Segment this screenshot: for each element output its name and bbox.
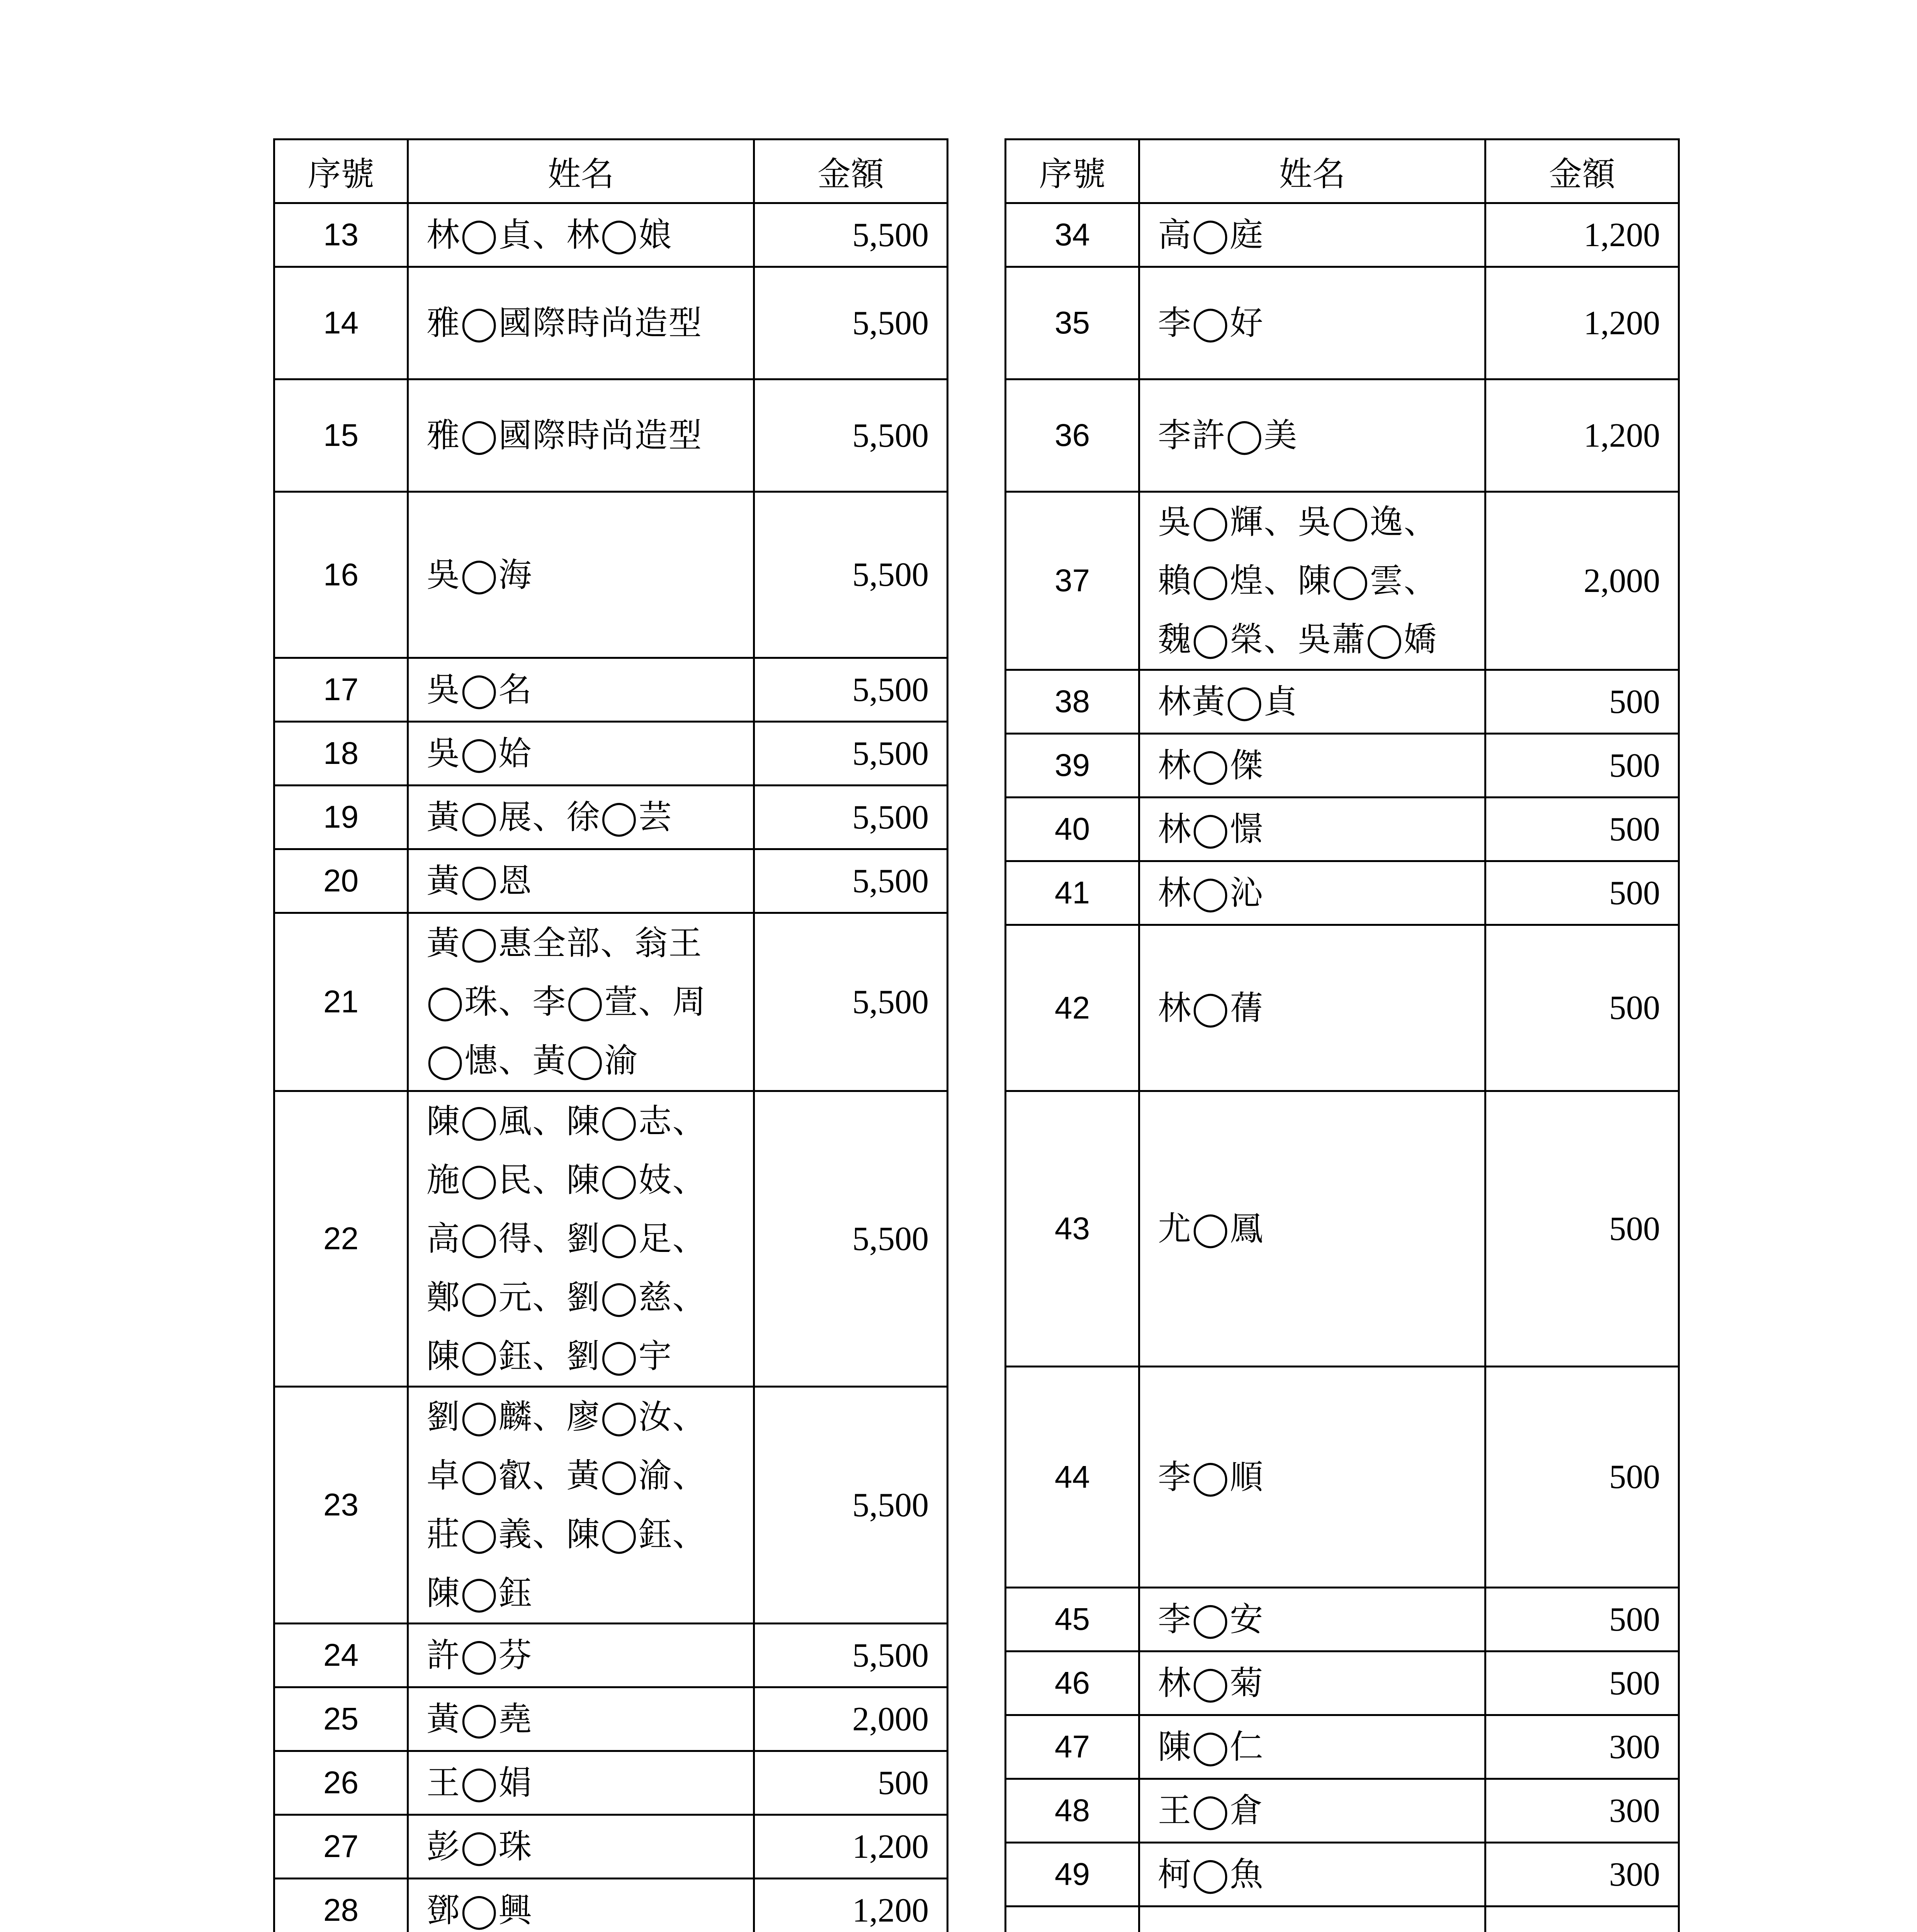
header-serial-number: 序號	[1006, 139, 1139, 203]
serial-number-cell: 19	[274, 786, 408, 849]
amount-cell: 500	[1485, 925, 1679, 1091]
serial-number-cell: 20	[274, 849, 408, 913]
amount-cell: 500	[754, 1751, 948, 1815]
donor-name-cell: 柯◯魚	[1139, 1843, 1485, 1906]
donor-name-cell: 吳◯海	[408, 492, 754, 658]
donor-name-cell: 吳◯姶	[408, 722, 754, 786]
amount-cell: 300	[1485, 1779, 1679, 1843]
amount-cell: 500	[1485, 670, 1679, 734]
amount-cell: 500	[1485, 1091, 1679, 1367]
donor-name-cell: 王◯倉	[1139, 1779, 1485, 1843]
table-row	[274, 1687, 948, 1751]
donor-name-cell: 黃◯堯	[408, 1687, 754, 1751]
donor-name-cell: 李◯順	[1139, 1367, 1485, 1588]
amount-cell: 5,500	[754, 1387, 948, 1624]
amount-cell: 5,500	[754, 658, 948, 722]
donor-name-cell: 吳◯輝、吳◯逸、賴◯煌、陳◯雲、魏◯榮、吳蕭◯嬌	[1139, 492, 1485, 670]
serial-number-cell: 48	[1006, 1779, 1139, 1843]
table-row	[274, 1387, 948, 1624]
amount-cell: 5,500	[754, 722, 948, 786]
serial-number-cell: 25	[274, 1687, 408, 1751]
serial-number-cell: 40	[1006, 798, 1139, 861]
amount-cell: 1,200	[1485, 203, 1679, 267]
donor-name-cell: 林◯貞、林◯娘	[408, 203, 754, 267]
amount-cell: 500	[1485, 798, 1679, 861]
table-row	[1006, 1091, 1679, 1367]
table-row	[274, 658, 948, 722]
serial-number-cell: 22	[274, 1091, 408, 1387]
table-row	[1006, 267, 1679, 379]
donor-name-cell: 陳◯風、陳◯志、施◯民、陳◯妓、高◯得、劉◯足、鄭◯元、劉◯慈、陳◯鈺、劉◯宇	[408, 1091, 754, 1387]
table-row	[1006, 1779, 1679, 1843]
amount-cell: 500	[1485, 1367, 1679, 1588]
serial-number-cell: 17	[274, 658, 408, 722]
serial-number-cell: 44	[1006, 1367, 1139, 1588]
serial-number-cell: 49	[1006, 1843, 1139, 1906]
table-row	[274, 1091, 948, 1387]
table-row	[274, 849, 948, 913]
table-header-row	[274, 139, 948, 203]
amount-cell: 1,200	[1485, 267, 1679, 379]
donor-name-cell: 吳◯名	[408, 658, 754, 722]
table-row	[274, 379, 948, 492]
donor-name-cell: 黃◯惠全部、翁王◯珠、李◯萱、周◯憓、黃◯渝	[408, 913, 754, 1091]
table-row	[1006, 379, 1679, 492]
amount-cell: 5,500	[754, 913, 948, 1091]
serial-number-cell: 42	[1006, 925, 1139, 1091]
table-row	[1006, 798, 1679, 861]
amount-cell: 5,500	[754, 1091, 948, 1387]
donor-name-cell: 李許◯美	[1139, 379, 1485, 492]
serial-number-cell: 34	[1006, 203, 1139, 267]
donor-name-cell: 許◯芬	[408, 1624, 754, 1687]
amount-cell	[1485, 1906, 1679, 1932]
table-row	[1006, 925, 1679, 1091]
amount-cell: 1,200	[754, 1815, 948, 1879]
header-amount: 金額	[1485, 139, 1679, 203]
amount-cell: 2,000	[1485, 492, 1679, 670]
serial-number-cell: 38	[1006, 670, 1139, 734]
serial-number-cell: 14	[274, 267, 408, 379]
amount-cell: 500	[1485, 1588, 1679, 1651]
amount-cell: 5,500	[754, 849, 948, 913]
header-name: 姓名	[1139, 139, 1485, 203]
amount-cell: 500	[1485, 1651, 1679, 1715]
table-row	[1006, 1367, 1679, 1588]
donor-name-cell: 林黃◯貞	[1139, 670, 1485, 734]
donor-table-right	[1004, 138, 1680, 1932]
donor-name-cell: 林◯菊	[1139, 1651, 1485, 1715]
serial-number-cell: 26	[274, 1751, 408, 1815]
table-row	[274, 1751, 948, 1815]
donor-name-cell: 林◯傑	[1139, 734, 1485, 798]
serial-number-cell: 39	[1006, 734, 1139, 798]
table-row	[274, 203, 948, 267]
donor-name-cell: 鄧◯興	[408, 1879, 754, 1932]
serial-number-cell: 35	[1006, 267, 1139, 379]
donor-name-cell: 黃◯展、徐◯芸	[408, 786, 754, 849]
donor-name-cell: 王◯娟	[408, 1751, 754, 1815]
donor-name-cell: 黃◯恩	[408, 849, 754, 913]
header-serial-number: 序號	[274, 139, 408, 203]
donor-name-cell: 林◯憬	[1139, 798, 1485, 861]
table-row	[1006, 1843, 1679, 1906]
amount-cell: 5,500	[754, 203, 948, 267]
amount-cell: 5,500	[754, 492, 948, 658]
amount-cell: 5,500	[754, 1624, 948, 1687]
donor-name-cell	[1139, 1906, 1485, 1932]
serial-number-cell: 43	[1006, 1091, 1139, 1367]
table-row	[1006, 734, 1679, 798]
donor-name-cell: 林◯沁	[1139, 861, 1485, 925]
amount-cell: 5,500	[754, 786, 948, 849]
table-row	[1006, 861, 1679, 925]
serial-number-cell: 45	[1006, 1588, 1139, 1651]
serial-number-cell: 28	[274, 1879, 408, 1932]
donor-name-cell: 李◯好	[1139, 267, 1485, 379]
table-row	[1006, 203, 1679, 267]
header-name: 姓名	[408, 139, 754, 203]
header-amount: 金額	[754, 139, 948, 203]
table-row	[274, 913, 948, 1091]
table-row	[274, 1879, 948, 1932]
serial-number-cell	[1006, 1906, 1139, 1932]
serial-number-cell: 36	[1006, 379, 1139, 492]
serial-number-cell: 47	[1006, 1715, 1139, 1779]
amount-cell: 300	[1485, 1715, 1679, 1779]
serial-number-cell: 18	[274, 722, 408, 786]
amount-cell: 500	[1485, 861, 1679, 925]
donor-name-cell: 李◯安	[1139, 1588, 1485, 1651]
donor-name-cell: 陳◯仁	[1139, 1715, 1485, 1779]
serial-number-cell: 16	[274, 492, 408, 658]
table-row	[274, 722, 948, 786]
serial-number-cell: 46	[1006, 1651, 1139, 1715]
donor-name-cell: 雅◯國際時尚造型	[408, 267, 754, 379]
amount-cell: 1,200	[1485, 379, 1679, 492]
serial-number-cell: 21	[274, 913, 408, 1091]
table-row	[274, 1624, 948, 1687]
serial-number-cell: 15	[274, 379, 408, 492]
amount-cell: 5,500	[754, 267, 948, 379]
donor-name-cell: 林◯蒨	[1139, 925, 1485, 1091]
donor-name-cell: 雅◯國際時尚造型	[408, 379, 754, 492]
amount-cell: 5,500	[754, 379, 948, 492]
amount-cell: 2,000	[754, 1687, 948, 1751]
amount-cell: 500	[1485, 734, 1679, 798]
table-row	[274, 1815, 948, 1879]
table-row	[1006, 492, 1679, 670]
table-row	[1006, 670, 1679, 734]
serial-number-cell: 23	[274, 1387, 408, 1624]
serial-number-cell: 27	[274, 1815, 408, 1879]
table-row	[274, 786, 948, 849]
donor-name-cell: 劉◯麟、廖◯汝、卓◯叡、黃◯渝、莊◯義、陳◯鈺、陳◯鈺	[408, 1387, 754, 1624]
table-row	[1006, 1906, 1679, 1932]
table-header-row	[1006, 139, 1679, 203]
table-row	[1006, 1715, 1679, 1779]
donor-name-cell: 彭◯珠	[408, 1815, 754, 1879]
donor-name-cell: 尤◯鳳	[1139, 1091, 1485, 1367]
table-row	[274, 492, 948, 658]
serial-number-cell: 24	[274, 1624, 408, 1687]
amount-cell: 300	[1485, 1843, 1679, 1906]
table-row	[274, 267, 948, 379]
serial-number-cell: 37	[1006, 492, 1139, 670]
serial-number-cell: 13	[274, 203, 408, 267]
donor-name-cell: 高◯庭	[1139, 203, 1485, 267]
serial-number-cell: 41	[1006, 861, 1139, 925]
amount-cell: 1,200	[754, 1879, 948, 1932]
table-row	[1006, 1651, 1679, 1715]
table-row	[1006, 1588, 1679, 1651]
donor-table-left	[273, 138, 948, 1932]
